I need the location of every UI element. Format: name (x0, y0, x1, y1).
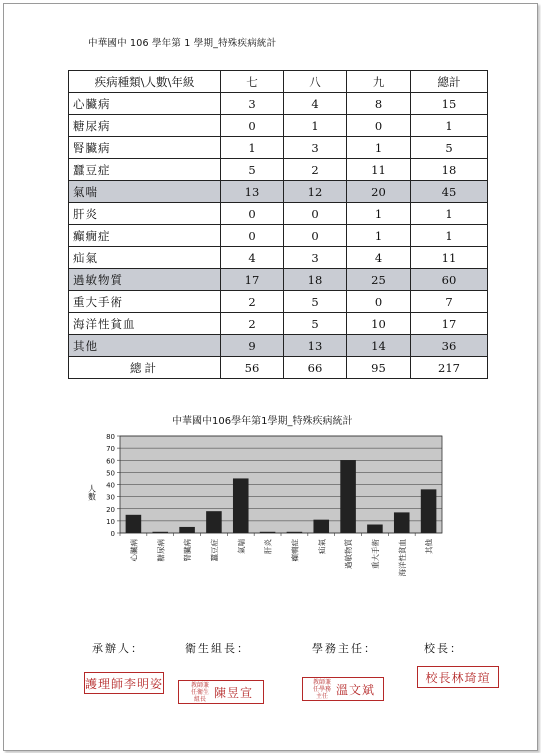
principal-label: 校長： (424, 642, 463, 655)
total-cell: 56 (221, 357, 284, 379)
table-row (69, 291, 488, 313)
count-cell: 4 (284, 93, 347, 115)
count-cell: 60 (411, 269, 488, 291)
disease-name-cell: 癲癇症 (69, 225, 221, 247)
table-row (69, 137, 488, 159)
stamp-health-prefix: 教師兼任衛生組長 (190, 681, 209, 703)
y-tick-label: 10 (106, 517, 115, 526)
x-tick-label: 心臟病 (129, 539, 139, 562)
count-cell: 0 (347, 115, 411, 137)
count-cell: 3 (221, 93, 284, 115)
x-tick-label: 糖尿病 (156, 539, 166, 562)
y-tick-label: 80 (106, 433, 115, 441)
disease-stats-table (68, 70, 488, 379)
stamp-health-name: 陳昱宣 (213, 685, 253, 700)
count-cell: 10 (347, 313, 411, 335)
stamp-principal: 校長林琦瑄 (417, 666, 499, 688)
table-row (69, 313, 488, 335)
table-row (69, 181, 488, 203)
count-cell: 25 (347, 269, 411, 291)
disease-name-cell: 氣喘 (69, 181, 221, 203)
bar-chart (80, 428, 455, 593)
table-header-cell: 八 (284, 71, 347, 93)
disease-name-cell: 海洋性貧血 (69, 313, 221, 335)
count-cell: 0 (221, 225, 284, 247)
count-cell: 1 (411, 225, 488, 247)
table-header-cell: 總計 (411, 71, 488, 93)
count-cell: 5 (284, 291, 347, 313)
count-cell: 1 (221, 137, 284, 159)
disease-name-cell: 疝氣 (69, 247, 221, 269)
count-cell: 0 (221, 203, 284, 225)
count-cell: 1 (347, 203, 411, 225)
table-header-row (69, 71, 488, 93)
disease-name-cell: 重大手術 (69, 291, 221, 313)
table-row (69, 115, 488, 137)
table-header-cell: 疾病種類\人數\年級 (69, 71, 221, 93)
count-cell: 13 (284, 335, 347, 357)
count-cell: 2 (221, 291, 284, 313)
disease-name-cell: 蠶豆症 (69, 159, 221, 181)
count-cell: 1 (347, 137, 411, 159)
academic-director-label: 學務主任： (312, 642, 377, 655)
document-title: 中華國中 106 學年第 1 學期_特殊疾病統計 (88, 38, 277, 49)
count-cell: 5 (411, 137, 488, 159)
y-axis-label: 人數 (87, 484, 97, 501)
count-cell: 7 (411, 291, 488, 313)
count-cell: 1 (411, 115, 488, 137)
count-cell: 8 (347, 93, 411, 115)
count-cell: 14 (347, 335, 411, 357)
bar (206, 511, 222, 533)
x-tick-label: 氣喘 (236, 539, 246, 554)
x-tick-label: 過敏物質 (344, 539, 354, 569)
count-cell: 15 (411, 93, 488, 115)
stamp-undertaker: 護理師李明姿 (84, 672, 164, 694)
count-cell: 2 (221, 313, 284, 335)
y-tick-label: 0 (110, 530, 115, 538)
y-tick-label: 30 (106, 493, 115, 502)
count-cell: 4 (347, 247, 411, 269)
y-tick-label: 50 (106, 469, 115, 478)
count-cell: 45 (411, 181, 488, 203)
bar (126, 515, 142, 533)
table-header-cell: 七 (221, 71, 284, 93)
health-leader-label: 衛生組長： (185, 642, 250, 655)
count-cell: 3 (284, 247, 347, 269)
count-cell: 18 (411, 159, 488, 181)
count-cell: 2 (284, 159, 347, 181)
y-tick-label: 60 (106, 457, 115, 466)
count-cell: 3 (284, 137, 347, 159)
total-cell: 95 (347, 357, 411, 379)
table-body (69, 93, 488, 357)
count-cell: 1 (411, 203, 488, 225)
stamp-health-leader (178, 680, 264, 704)
count-cell: 5 (221, 159, 284, 181)
stamp-academic-director (302, 677, 384, 701)
chart-title: 中華國中106學年第1學期_特殊疾病統計 (172, 416, 353, 427)
count-cell: 12 (284, 181, 347, 203)
count-cell: 11 (411, 247, 488, 269)
count-cell: 36 (411, 335, 488, 357)
bar (152, 532, 168, 533)
x-tick-label: 疝氣 (317, 539, 327, 554)
count-cell: 17 (221, 269, 284, 291)
bar (394, 512, 410, 533)
table-row (69, 159, 488, 181)
table-row (69, 335, 488, 357)
stamp-academic-name: 溫文斌 (335, 682, 375, 697)
count-cell: 4 (221, 247, 284, 269)
count-cell: 20 (347, 181, 411, 203)
x-tick-label: 海洋性貧血 (397, 539, 407, 577)
count-cell: 11 (347, 159, 411, 181)
bar (367, 525, 383, 533)
total-cell: 217 (411, 357, 488, 379)
count-cell: 0 (347, 291, 411, 313)
count-cell: 0 (284, 225, 347, 247)
count-cell: 17 (411, 313, 488, 335)
count-cell: 9 (221, 335, 284, 357)
table-row (69, 93, 488, 115)
count-cell: 0 (221, 115, 284, 137)
disease-name-cell: 肝炎 (69, 203, 221, 225)
table-header-cell: 九 (347, 71, 411, 93)
disease-name-cell: 過敏物質 (69, 269, 221, 291)
y-tick-label: 20 (106, 505, 115, 514)
bar (287, 532, 303, 533)
bar (260, 532, 276, 533)
x-tick-label: 肝炎 (263, 539, 273, 554)
count-cell: 1 (347, 225, 411, 247)
disease-name-cell: 腎臟病 (69, 137, 221, 159)
count-cell: 1 (284, 115, 347, 137)
bar (179, 527, 195, 533)
stamp-academic-prefix: 教師兼任學務主任 (312, 678, 331, 700)
y-tick-label: 40 (106, 481, 115, 490)
table-row (69, 247, 488, 269)
total-label: 總計 (69, 357, 221, 379)
disease-name-cell: 心臟病 (69, 93, 221, 115)
x-tick-label: 蠶豆症 (209, 539, 219, 562)
x-tick-label: 重大手術 (370, 539, 380, 569)
total-cell: 66 (284, 357, 347, 379)
x-tick-label: 其他 (424, 539, 434, 554)
x-tick-label: 癲癇症 (290, 539, 300, 562)
disease-name-cell: 糖尿病 (69, 115, 221, 137)
disease-name-cell: 其他 (69, 335, 221, 357)
x-tick-label: 腎臟病 (183, 539, 193, 562)
bar (233, 478, 249, 533)
count-cell: 13 (221, 181, 284, 203)
undertaker-label: 承辦人： (92, 642, 144, 655)
count-cell: 0 (284, 203, 347, 225)
bar (340, 460, 356, 533)
count-cell: 5 (284, 313, 347, 335)
y-tick-label: 70 (106, 445, 115, 454)
table-total-row (69, 357, 488, 379)
table-row (69, 203, 488, 225)
table-row (69, 269, 488, 291)
bar (421, 489, 437, 533)
table-row (69, 225, 488, 247)
bar (313, 520, 329, 533)
count-cell: 18 (284, 269, 347, 291)
